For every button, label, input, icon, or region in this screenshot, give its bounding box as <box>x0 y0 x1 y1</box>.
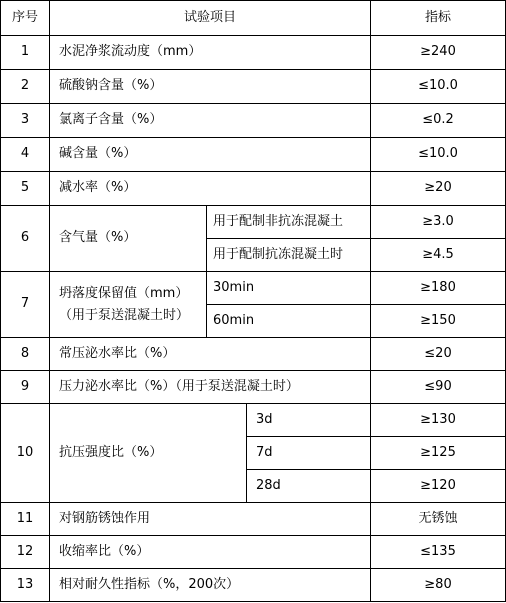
row-item: 氯离子含量（%） <box>59 112 163 128</box>
row-value: ≥150 <box>420 312 456 328</box>
row-no: 1 <box>20 44 30 60</box>
row-value: ≤90 <box>424 378 452 394</box>
row-no: 7 <box>20 296 30 312</box>
row-value: ≥130 <box>420 411 456 427</box>
row-item: 压力泌水率比（%）（用于泵送混凝土时） <box>59 378 299 394</box>
row-value: ≥120 <box>420 477 456 493</box>
sub-item-label: 用于配制抗冻混凝土时 <box>213 246 344 262</box>
row-value: ≤10.0 <box>418 146 458 162</box>
row-item: 硫酸钠含量（%） <box>59 78 163 94</box>
row-no: 11 <box>16 510 34 526</box>
row-no: 4 <box>20 146 30 162</box>
row-value: ≥80 <box>424 576 452 592</box>
row-no: 3 <box>20 112 30 128</box>
row-item: 含气量（%） <box>59 230 137 246</box>
row-value: ≥3.0 <box>422 213 454 229</box>
sub-item-label: 用于配制非抗冻混凝土 <box>213 213 344 229</box>
row-value: ≤10.0 <box>418 78 458 94</box>
row-item: 减水率（%） <box>59 180 137 196</box>
row-value: ≥4.5 <box>422 246 454 262</box>
row-item: 相对耐久性指标（%，200次） <box>59 576 240 592</box>
row-no: 2 <box>20 78 30 94</box>
row-no: 13 <box>16 576 34 592</box>
sub-item-label: 7d <box>256 444 273 460</box>
row-item: 常压泌水率比（%） <box>59 345 176 361</box>
header-index: 指标 <box>424 9 451 25</box>
row-item: 碱含量（%） <box>59 146 137 162</box>
row-no: 10 <box>16 444 34 460</box>
row-value: 无锈蚀 <box>418 510 458 526</box>
row-item: 坍落度保留值（mm）（用于泵送混凝土时） <box>59 285 190 323</box>
row-no: 8 <box>20 345 30 361</box>
header-no: 序号 <box>11 9 38 25</box>
row-value: ≤20 <box>424 345 452 361</box>
row-value: ≥20 <box>424 180 452 196</box>
sub-item-label: 28d <box>256 477 281 493</box>
row-item: 收缩率比（%） <box>59 543 150 559</box>
grid-line <box>0 601 506 602</box>
sub-item-label: 30min <box>213 279 255 295</box>
row-value: ≥180 <box>420 279 456 295</box>
row-no: 9 <box>20 378 30 394</box>
header-item: 试验项目 <box>183 9 236 25</box>
row-no: 5 <box>20 180 30 196</box>
sub-item-label: 3d <box>256 411 273 427</box>
row-item: 水泥净浆流动度（mm） <box>59 44 202 60</box>
row-value: ≥240 <box>420 44 456 60</box>
row-item: 对钢筋锈蚀作用 <box>59 510 151 526</box>
row-no: 6 <box>20 230 30 246</box>
row-value: ≤0.2 <box>422 112 454 128</box>
row-value: ≥125 <box>420 444 456 460</box>
row-value: ≤135 <box>420 543 456 559</box>
row-item: 抗压强度比（%） <box>59 444 163 460</box>
sub-item-label: 60min <box>213 312 255 328</box>
row-no: 12 <box>16 543 34 559</box>
